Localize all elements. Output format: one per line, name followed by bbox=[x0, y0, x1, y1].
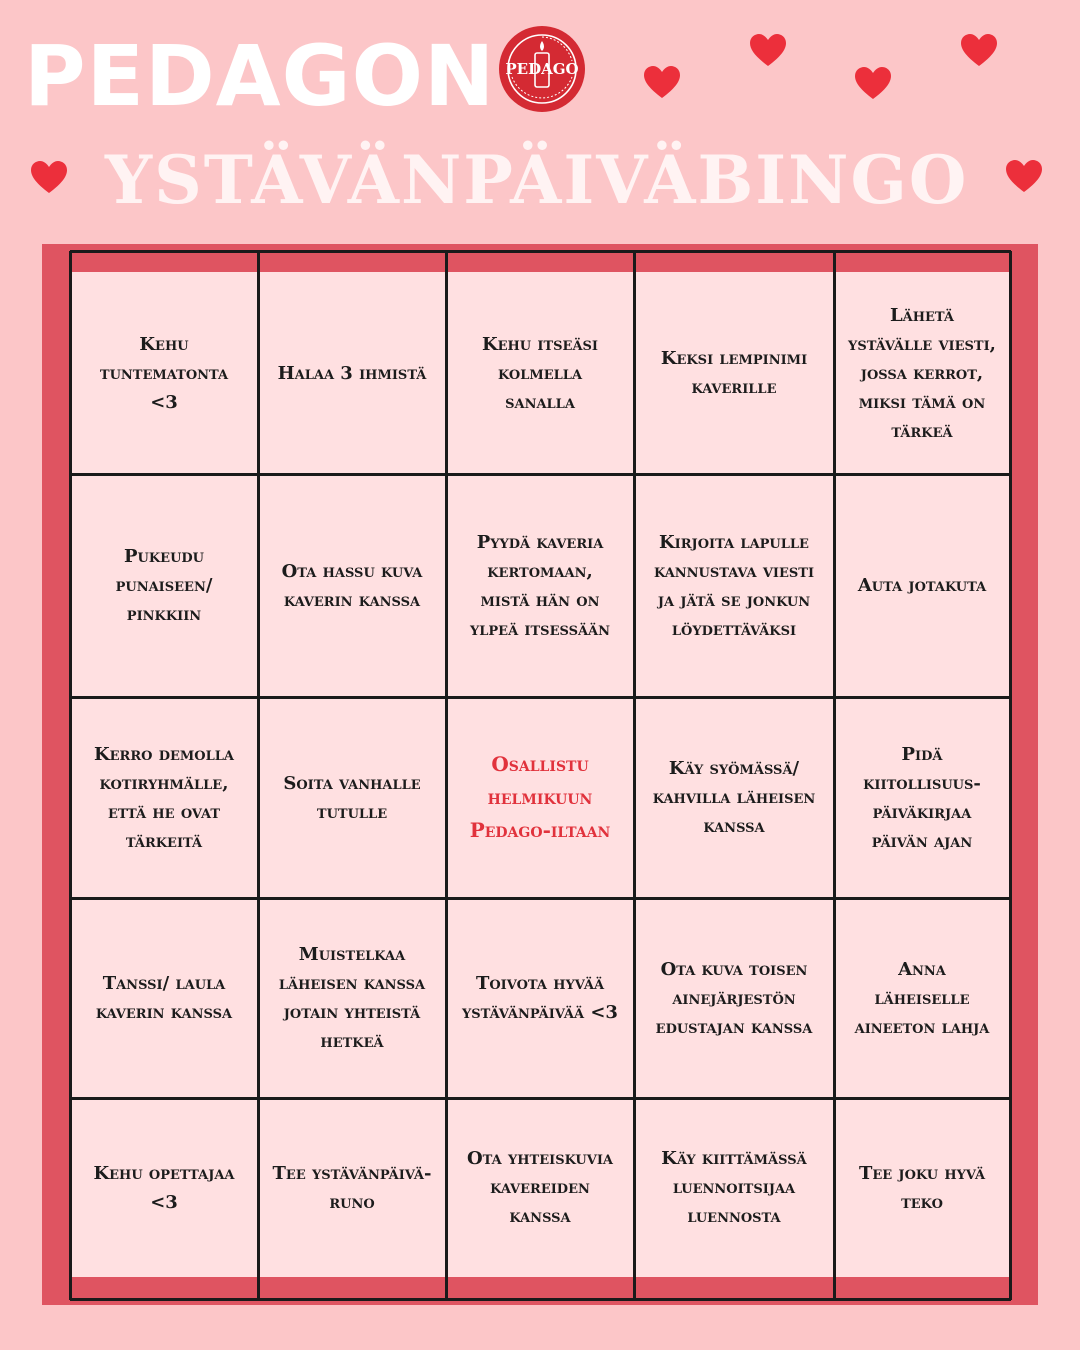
heart-icon bbox=[855, 67, 891, 101]
bingo-cell-text: Keksi lempinimi kaverille bbox=[660, 348, 808, 398]
bingo-cell[interactable] bbox=[834, 898, 1010, 1098]
brand-title: PEDAGON bbox=[24, 27, 496, 125]
heart-icon bbox=[750, 34, 786, 68]
bingo-cell[interactable] bbox=[258, 697, 446, 898]
bingo-cell[interactable] bbox=[446, 697, 634, 898]
logo-text: PEDAGO bbox=[505, 60, 579, 78]
bingo-cell[interactable] bbox=[258, 898, 446, 1098]
bingo-cell[interactable] bbox=[634, 474, 834, 697]
bingo-cell-text: Käy kiittämässä luennoitsijaa luennosta bbox=[661, 1148, 807, 1227]
bingo-cell[interactable] bbox=[446, 898, 634, 1098]
bingo-cell-text: Käy syömässä/ kahvilla läheisen kanssa bbox=[652, 758, 816, 837]
bingo-cell[interactable] bbox=[70, 1098, 258, 1299]
bingo-cell-text: Kehu itseäsi kolmella sanalla bbox=[481, 333, 599, 413]
bingo-cell-text: Kehu opettajaa <3 bbox=[93, 1162, 235, 1213]
bingo-cell-text: Ota yhteiskuvia kavereiden kanssa bbox=[466, 1148, 614, 1227]
bingo-cell-text: Muistelkaa läheisen kanssa jotain yhteistä hetkeä bbox=[278, 944, 426, 1052]
pedago-logo bbox=[498, 25, 586, 113]
heart-icon bbox=[1006, 160, 1042, 194]
bingo-cell[interactable] bbox=[258, 474, 446, 697]
bingo-cell-text: Toivota hyvää ystävänpäivää <3 bbox=[462, 973, 618, 1023]
bingo-cell[interactable] bbox=[258, 1098, 446, 1299]
bingo-cell[interactable] bbox=[258, 251, 446, 474]
bingo-cell[interactable] bbox=[834, 251, 1010, 474]
bingo-cell-text: Soita vanhalle tutulle bbox=[283, 772, 421, 823]
bingo-cell[interactable] bbox=[446, 1098, 634, 1299]
bingo-cell[interactable] bbox=[70, 697, 258, 898]
bingo-cell-text: Tee joku hyvä teko bbox=[858, 1162, 986, 1213]
bingo-cell-text: Kerro demolla kotiryhmälle, että he ovat tärkeitä bbox=[93, 743, 234, 852]
bingo-cell-text: Pidä kiitollisuus-päiväkirjaa päivän ajan bbox=[863, 743, 981, 852]
bingo-cell-text: Tanssi/ laula kaverin kanssa bbox=[95, 973, 233, 1023]
bingo-cell-text: Tee ystävänpäivä-runo bbox=[272, 1162, 432, 1213]
bingo-cell[interactable] bbox=[634, 1098, 834, 1299]
bingo-cell[interactable] bbox=[834, 474, 1010, 697]
bingo-cell[interactable] bbox=[446, 474, 634, 697]
bingo-cell-text: Kirjoita lapulle kannustava viesti ja jätä se jonkun löydettäväksi bbox=[653, 531, 815, 640]
bingo-cell-text: Auta jotakuta bbox=[857, 575, 987, 596]
bingo-cell-text: Kehu tuntematonta <3 bbox=[99, 333, 229, 413]
heart-icon bbox=[644, 66, 680, 100]
bingo-cell-text: Halaa 3 ihmistä bbox=[277, 362, 427, 384]
page-title: YSTÄVÄNPÄIVÄBINGO bbox=[105, 141, 969, 219]
bingo-cell[interactable] bbox=[634, 251, 834, 474]
heart-icon bbox=[31, 161, 67, 195]
bingo-cell[interactable] bbox=[834, 697, 1010, 898]
bingo-cell[interactable] bbox=[634, 898, 834, 1098]
bingo-cell-text: Pyydä kaveria kertomaan, mistä hän on ylpeä itsessään bbox=[469, 531, 611, 640]
bingo-cell-text: Ota kuva toisen ainejärjestön edustajan kanssa bbox=[655, 958, 813, 1038]
bingo-cell-text: Ota hassu kuva kaverin kanssa bbox=[281, 560, 423, 611]
bingo-cell[interactable] bbox=[446, 251, 634, 474]
bingo-cell[interactable] bbox=[70, 474, 258, 697]
bingo-cell[interactable] bbox=[634, 697, 834, 898]
heart-icon bbox=[961, 34, 997, 68]
bingo-cell-text: Osallistu helmikuun Pedago-iltaan bbox=[469, 752, 611, 842]
bingo-cell-text: Anna läheiselle aineeton lahja bbox=[854, 958, 990, 1038]
bingo-cell-text: Pukeudu punaiseen/ pinkkiin bbox=[115, 546, 213, 625]
bingo-cell[interactable] bbox=[834, 1098, 1010, 1299]
bingo-cell-text: Lähetä ystävälle viesti, jossa kerrot, miksi tämä on tärkeä bbox=[848, 304, 996, 442]
bingo-cell[interactable] bbox=[70, 898, 258, 1098]
bingo-cell[interactable] bbox=[70, 251, 258, 474]
